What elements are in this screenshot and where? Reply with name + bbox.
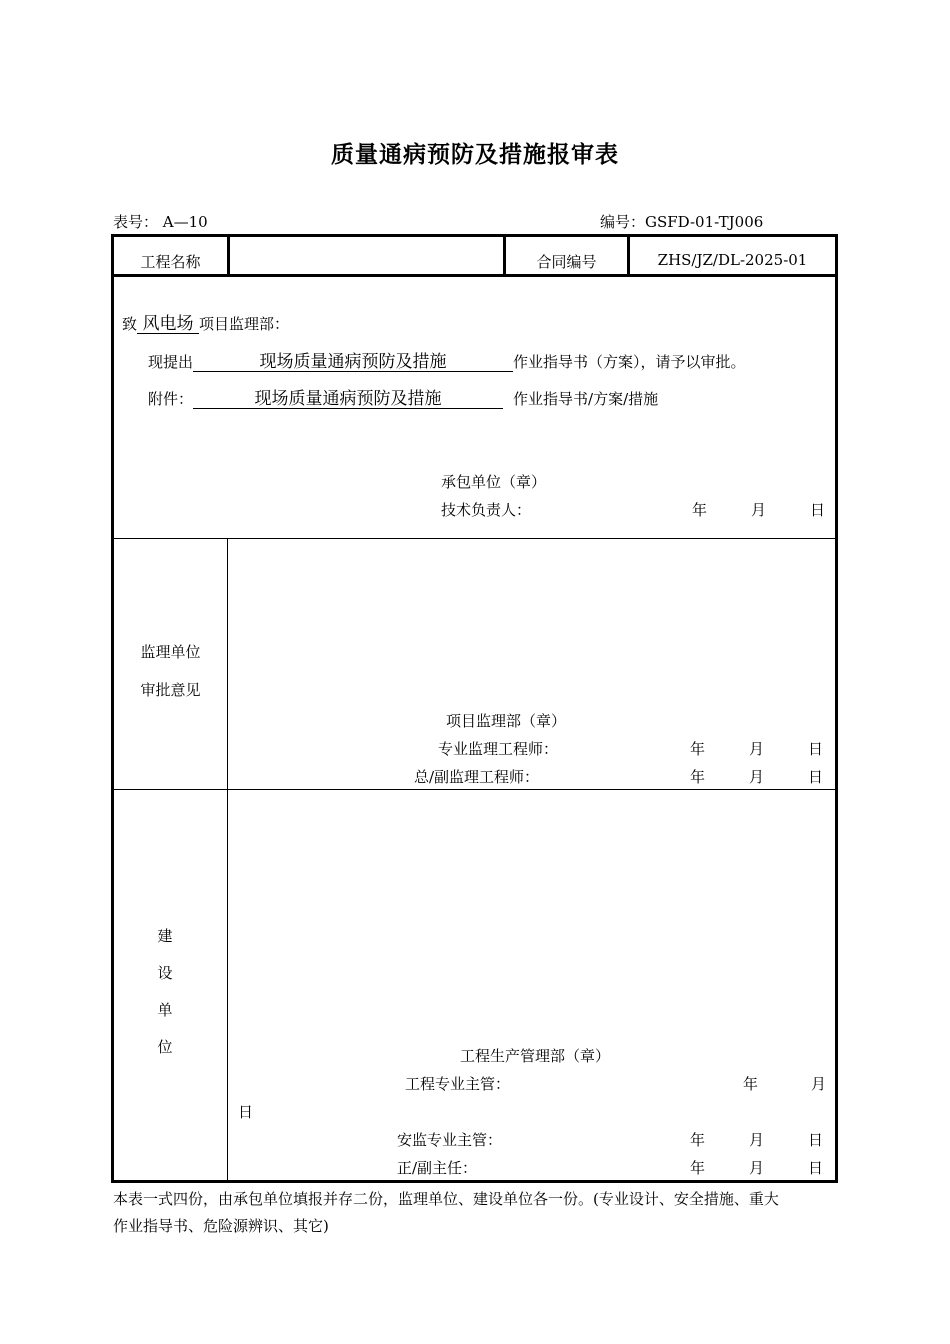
section-divider-2 [113,789,836,790]
eng-supervisor-label: 工程专业主管： [405,1075,511,1093]
section-divider-1 [113,538,836,539]
attachment-prefix: 附件： [148,390,194,408]
director-year: 年 [690,1159,706,1177]
footer-note-line2: 作业指导书、危险源辨识、其它) [113,1217,329,1235]
owner-label-char-2: 设 [157,964,173,982]
owner-label-char-1: 建 [157,927,173,945]
form-number: 表号： A—10 [113,213,208,231]
supervision-engineer-label: 专业监理工程师： [438,740,559,758]
eng-supervisor-year: 年 [743,1075,759,1093]
director-label: 正/副主任： [397,1159,478,1177]
row1-divider [111,274,838,277]
submit-prefix: 现提出 [148,353,194,371]
chief-engineer-label: 总/副监理工程师： [414,768,540,786]
contractor-seal: 承包单位（章） [441,473,547,491]
row1-col-divider-1 [227,234,230,276]
submission-month: 月 [751,501,767,519]
submit-document-name: 现场质量通病预防及措施 [193,353,513,372]
chief-engineer-year: 年 [690,768,706,786]
attachment-suffix: 作业指导书/方案/措施 [513,390,659,408]
safety-supervisor-label: 安监专业主管： [397,1131,503,1149]
addressee-suffix: 项目监理部： [199,315,290,333]
supervision-engineer-day: 日 [808,740,824,758]
supervision-label-line2: 审批意见 [140,681,201,699]
supervision-engineer-month: 月 [749,740,765,758]
supervision-engineer-year: 年 [690,740,706,758]
attachment-document-name: 现场质量通病预防及措施 [193,390,503,409]
addressee-line [122,313,289,334]
owner-label-char-4: 位 [157,1038,173,1056]
chief-engineer-day: 日 [808,768,824,786]
technical-lead-label: 技术负责人： [441,501,532,519]
supervision-dept-seal: 项目监理部（章） [446,712,567,730]
director-month: 月 [749,1159,765,1177]
attachment-line [148,388,658,409]
label-column-divider [227,538,228,1181]
table-border-right [835,234,838,1183]
safety-supervisor-day: 日 [808,1131,824,1149]
submission-year: 年 [692,501,708,519]
director-day: 日 [808,1159,824,1177]
contract-number-value: ZHS/JZ/DL-2025-01 [657,251,808,269]
footer-note-line1: 本表一式四份，由承包单位填报并存二份，监理单位、建设单位各一份。(专业设计、安全措施、重大 [113,1190,779,1208]
safety-supervisor-month: 月 [749,1131,765,1149]
submit-suffix: 作业指导书（方案），请予以审批。 [513,353,746,371]
contract-number-label: 合同编号 [536,253,597,271]
eng-supervisor-month: 月 [811,1075,827,1093]
chief-engineer-month: 月 [749,768,765,786]
table-border-top [111,234,838,237]
serial-number: 编号：GSFD-01-TJ006 [600,213,764,231]
supervision-label-line1: 监理单位 [140,643,201,661]
project-name-label: 工程名称 [140,253,201,271]
owner-dept-seal: 工程生产管理部（章） [460,1047,611,1065]
addressee-name: 风电场 [137,315,199,334]
eng-supervisor-day: 日 [238,1103,254,1121]
safety-supervisor-year: 年 [690,1131,706,1149]
submit-line [148,351,746,372]
submission-day: 日 [810,501,826,519]
addressee-prefix: 致 [122,315,138,333]
table-border-bottom [111,1180,838,1183]
table-border-left [111,234,114,1183]
page-title: 质量通病预防及措施报审表 [331,141,619,168]
owner-label-char-3: 单 [157,1001,173,1019]
